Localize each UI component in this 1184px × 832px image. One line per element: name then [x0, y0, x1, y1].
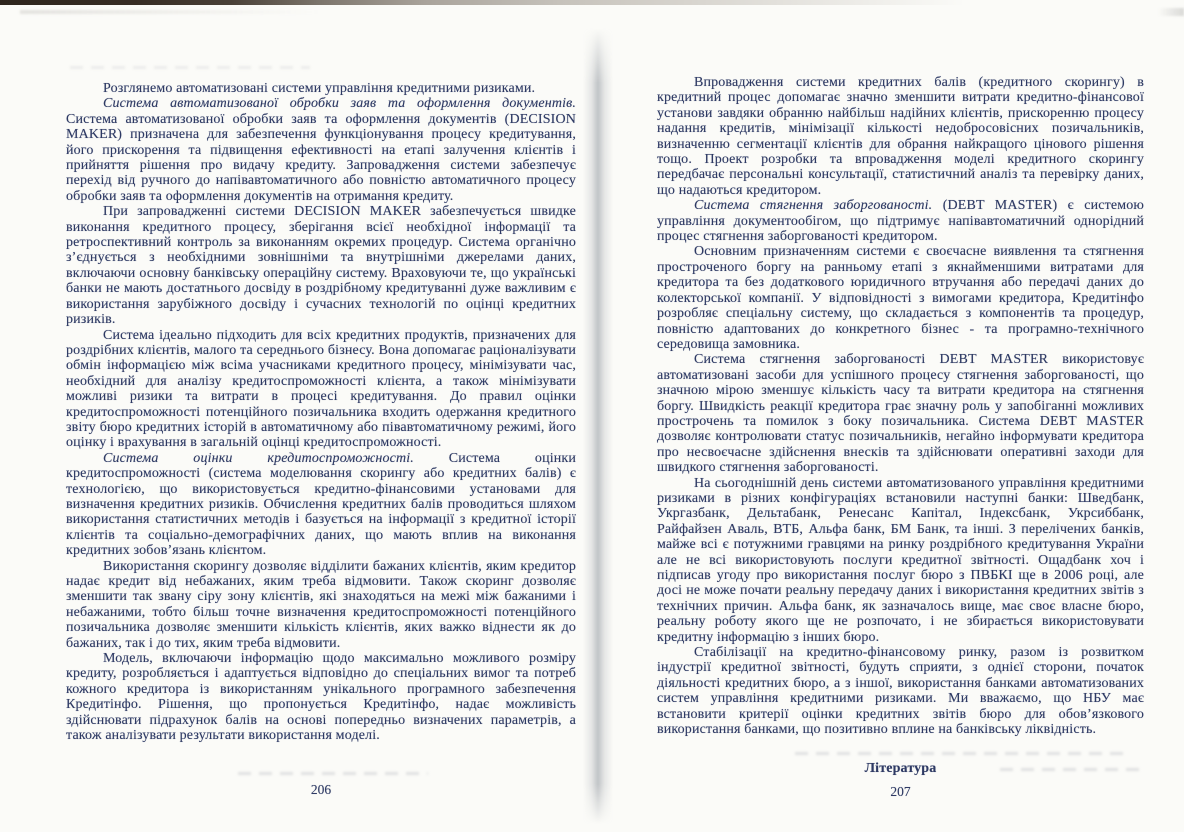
paragraph [657, 198, 1144, 244]
paragraph [66, 559, 576, 651]
text-run: Система ідеально підходить для всіх кредитних продуктів, призначених для роздрібних клієнтів, малого та середнього бізнесу. Вона допомагає раціоналізувати обмін інформацією між всіма учасниками кредитного процесу, мінімізувати час, необхідний для аналізу кредитоспроможності клієнта, а також мінімізувати можливі ризики та витрати в процесі кредитування. До правил оцінки кредитоспроможності потенційного позичальника входить одержання кредитного звіту бюро кредитних історій в автоматичному або півавтоматичному режимі, його оцінку і врахування в загальній оцінці кредитоспроможності. [66, 327, 576, 451]
page-number-right: 207 [890, 784, 911, 799]
paragraph [66, 651, 576, 743]
text-run: Основним призначенням системи є своєчасне виявлення та стягнення простроченого боргу на ранньому етапі з якнайменшими витратами для кредитора та без додаткового юридичного втручання або передачі даних до колекторської компанії. У відповідності з вимогами кредитора, Кредитінфо розробляє спеціальну систему, що складається з компонентів та процедур, повністю адаптованих до конкретного бізнес - та програмно-технічного середовища замовника. [657, 244, 1144, 352]
text-run: Стабілізації на кредитно-фінансовому ринку, разом із розвитком індустрії кредитної звітності, будуть сприяти, з однієї сторони, початок діяльності кредитних бюро, а з іншої, використання банками автоматизованих систем управління кредитними ризиками. Ми вважаємо, що НБУ має встановити критерії оцінки кредитних звітів бюро для обов’язкового використання банками, що позитивно вплине на банківську ліквідність. [657, 645, 1144, 738]
text-run: Система автоматизованої обробки заяв та оформлення документів (DECISION MAKER) призначена для забезпечення функціонування процесу кредитування, його прискорення та підвищення ефективності на етапі залучення клієнтів і прийняття рішення про видачу кредиту. Запровадження системи забезпечує перехід від ручного до напівавтоматичного або повністю автоматичного процесу обробки заяв та оформлення документів на отримання кредиту. [66, 111, 576, 204]
scan-corner-mark [1158, 8, 1184, 16]
italic-run: Система стягнення заборгованості. [694, 198, 933, 214]
text-run: Модель, включаючи інформацію щодо максимально можливого розміру кредиту, розробляється і адаптується відповідно до спеціальних вимог та потреб кожного кредитора із використанням унікального програмного забезпечення Кредитінфо. Рішення, що пропонується Кредитінфо, надає можливість здійснювати підрахунок балів на основі попередньо визначених параметрів, а також аналізувати результати використання моделі. [66, 651, 576, 744]
text-run: Система стягнення заборгованості DEBT MASTER використовує автоматизовані засоби для успішного процесу стягнення заборгованості, що значною мірою зменшує кількість часу та витрати кредитора на стягнення боргу. Швидкість реакції кредитора грає значну роль у запобіганні можливих прострочень та помилок з боку позичальника. Система DEBT MASTER дозволяє контролювати статус позичальників, негайно інформувати кредитора про несвоєчасне здійснення внесків та здійснювати оперативні заходи для швидкого стягнення заборгованості. [657, 352, 1144, 476]
italic-run: Система автоматизованої обробки заяв та оформлення документів. [103, 96, 576, 112]
paragraph [66, 96, 576, 204]
text-run: Розглянемо автоматизовані системи управління кредитними ризиками. [103, 81, 536, 96]
paragraph [66, 204, 576, 327]
paragraph [657, 352, 1144, 475]
scan-top-edge-shadow [0, 0, 965, 5]
text-run: (DEBT MASTER) є системою управління документообігом, що підтримує напівавтоматичний однорідний процес стягнення заборгованості кредитором. [657, 198, 1144, 245]
show-through-ghost [238, 772, 428, 775]
text-run: На сьогоднішній день системи автоматизованого управління кредитними ризиками в різних конфігураціях встановили наступні банки: Шведбанк, Укргазбанк, Дельтабанк, Ренесанс Капітал, Індексбанк, Укрсиббанк, Райфайзен Аваль, ВТБ, Альфа банк, БМ Банк, та інші. З перелічених банків, майже всі є потужними гравцями на ринку роздрібного кредитування України але не всі використовують послуги кредитної звітності. Ощадбанк хоч і підписав угоду про використання послуг бюро з ПВБКІ ще в 2006 році, але досі не може почати реальну передачу даних і використання кредитних звітів з технічних причин. Альфа банк, як зазначалось вище, має своє власне бюро, реальну роботу якого ще не розпочато, і не збирається використовувати кредитну інформацію з інших бюро. [657, 475, 1144, 645]
page-left-text-block [66, 81, 576, 743]
show-through-ghost [70, 66, 310, 69]
italic-run: Система оцінки кредитоспроможності. [103, 450, 414, 466]
paragraph [657, 244, 1144, 352]
paragraph [657, 645, 1144, 737]
paragraph [657, 75, 1144, 198]
text-run: Система оцінки кредитоспроможності (система моделювання скорингу або кредитних балів) є технологією, що використовується кредитно-фінансовими установами для визначення кредитних ризиків. Обчислення кредитних балів проводиться шляхом використання статистичних методів і базується на інформації з кредитної історії клієнтів та соціально-демографічних даних, що мають вплив на виконання кредитних зобов’язань клієнтом. [66, 450, 576, 559]
text-run: Впровадження системи кредитних балів (кредитного скорингу) в кредитний процес допомагає значно зменшити витрати кредитно-фінансової установи завдяки обранню найбільш надійних клієнтів, прискоренню процесу надання кредитів, мінімізації кількості недобросовісних позичальників, визначенню сегментації клієнтів для обрання найкращого цінового рішення тощо. Проект розробки та впровадження моделі кредитного скорингу передбачає персональні консультації, статистичний аналіз та перевірку даних, що надаються кредитором. [657, 75, 1144, 198]
paragraph [66, 81, 576, 96]
scan-smudge [20, 10, 320, 14]
paragraph [66, 451, 576, 559]
book-gutter-shadow [583, 28, 613, 824]
paragraph [657, 476, 1144, 645]
page-number-left: 206 [310, 782, 332, 797]
text-run: При запровадженні системи DECISION MAKER забезпечується швидке виконання кредитного процесу, зберігання всієї необхідної інформації та ретроспективний контроль за виконанням окремих процедур. Система органічно з’єднується з необхідними зовнішніми та внутрішніми джерелами даних, включаючи основну банківську операційну систему. Враховуючи те, що українські банки не мають достатнього досвіду в роздрібному кредитуванні дуже важливим є використання зарубіжного досвіду і сучасних технологій по оцінці кредитних ризиків. [66, 204, 576, 328]
text-run: Використання скорингу дозволяє відділити бажаних клієнтів, яким кредитор надає кредит від небажаних, яким треба відмовити. Також скоринг дозволяє зменшити так звану сіру зону клієнтів, які знаходяться на межі між бажаними і небажаними, тобто більш точне визначення кредитоспроможності потенційного позичальника дозволяє зменшити кількість клієнтів, яких важко віднести як до бажаних, так і до тих, яким треба відмовити. [66, 558, 576, 651]
paragraph [66, 328, 576, 451]
page-right-text-block [657, 75, 1144, 777]
literature-heading: Література [864, 761, 937, 777]
